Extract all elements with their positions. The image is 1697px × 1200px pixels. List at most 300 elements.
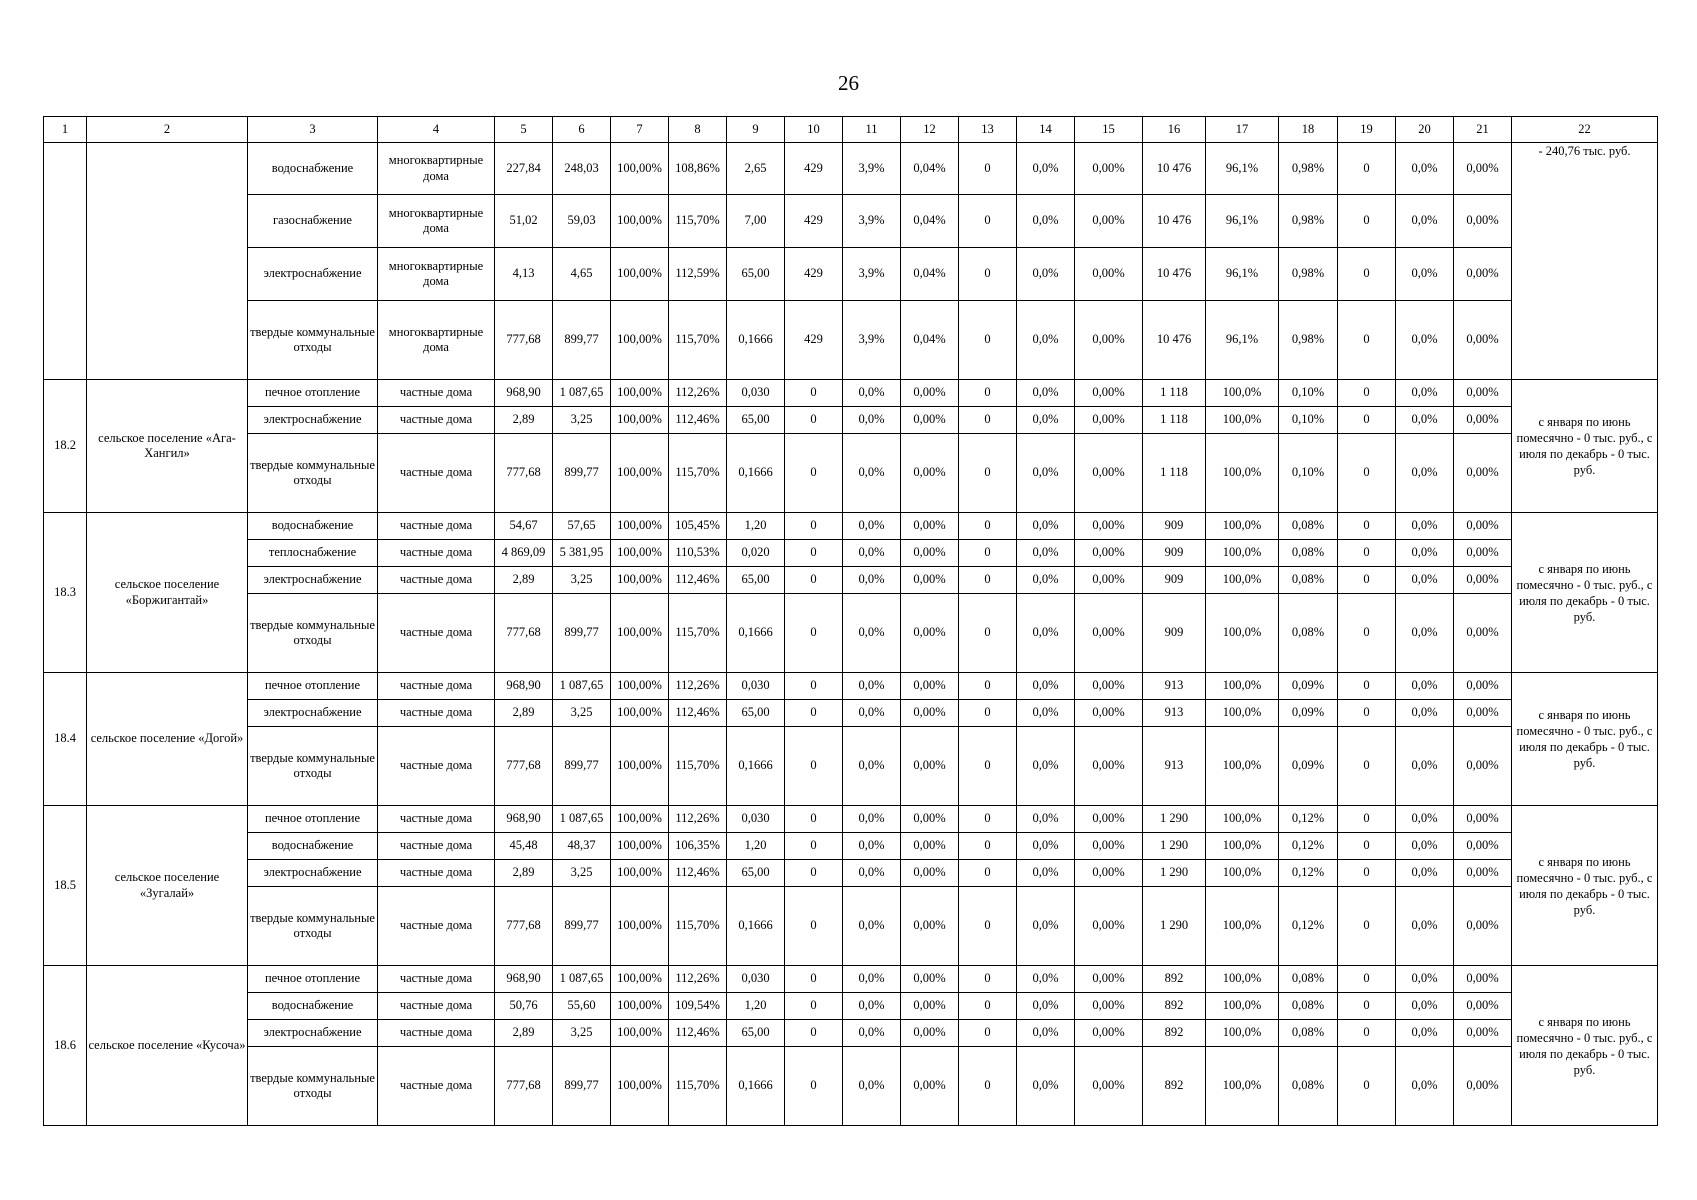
table-cell-col-5: 968,90 (495, 673, 553, 700)
tariff-table (43, 116, 1658, 1126)
table-cell-col-20: 0,0% (1396, 727, 1454, 806)
table-cell-col-9: 65,00 (727, 700, 785, 727)
table-cell-col-17: 100,0% (1206, 727, 1279, 806)
table-cell-col-9: 0,1666 (727, 434, 785, 513)
table-cell-col-17: 100,0% (1206, 540, 1279, 567)
table-cell-col-9: 0,030 (727, 673, 785, 700)
table-cell-col-5: 777,68 (495, 301, 553, 380)
table-cell-col-10: 429 (785, 248, 843, 301)
table-cell-col-15: 0,00% (1075, 700, 1143, 727)
table-cell-col-20: 0,0% (1396, 567, 1454, 594)
table-cell-col-9: 0,020 (727, 540, 785, 567)
table-cell-col-10: 0 (785, 1047, 843, 1126)
table-cell-col-19: 0 (1338, 380, 1396, 407)
table-cell-col-17: 100,0% (1206, 887, 1279, 966)
table-cell-col-16: 913 (1143, 673, 1206, 700)
table-cell-col-21: 0,00% (1454, 513, 1512, 540)
table-cell-col-3: электроснабжение (248, 407, 378, 434)
table-cell-col-10: 429 (785, 301, 843, 380)
table-cell-col-13: 0 (959, 993, 1017, 1020)
table-cell-col-16: 913 (1143, 727, 1206, 806)
table-cell-col-21: 0,00% (1454, 407, 1512, 434)
table-cell-col-16: 1 118 (1143, 434, 1206, 513)
table-cell-col-3: водоснабжение (248, 513, 378, 540)
table-cell-col-10: 0 (785, 567, 843, 594)
table-cell-col-13: 0 (959, 860, 1017, 887)
table-cell-col-4: частные дома (378, 700, 495, 727)
table-cell-col-7: 100,00% (611, 567, 669, 594)
table-cell-col-4: частные дома (378, 993, 495, 1020)
table-cell-col-8: 110,53% (669, 540, 727, 567)
table-cell-col-15: 0,00% (1075, 301, 1143, 380)
settlement-name: сельское поселение «Боржигантай» (87, 513, 248, 673)
payment-note: - 240,76 тыс. руб. (1512, 143, 1658, 380)
table-cell-col-12: 0,00% (901, 407, 959, 434)
table-row (44, 1020, 1658, 1047)
table-cell-col-5: 968,90 (495, 380, 553, 407)
table-row (44, 540, 1658, 567)
table-cell-col-5: 777,68 (495, 727, 553, 806)
table-cell-col-19: 0 (1338, 567, 1396, 594)
table-cell-col-6: 1 087,65 (553, 380, 611, 407)
table-cell-col-4: частные дома (378, 434, 495, 513)
table-cell-col-21: 0,00% (1454, 806, 1512, 833)
table-cell-col-4: частные дома (378, 594, 495, 673)
table-cell-col-7: 100,00% (611, 860, 669, 887)
header-row (44, 117, 1658, 143)
table-cell-col-9: 1,20 (727, 513, 785, 540)
column-header-6: 6 (553, 117, 611, 143)
table-cell-col-11: 0,0% (843, 993, 901, 1020)
table-cell-col-10: 0 (785, 700, 843, 727)
table-cell-col-16: 10 476 (1143, 143, 1206, 195)
table-cell-col-21: 0,00% (1454, 993, 1512, 1020)
table-row (44, 195, 1658, 248)
table-cell-col-4: частные дома (378, 806, 495, 833)
table-cell-col-7: 100,00% (611, 195, 669, 248)
table-cell-col-20: 0,0% (1396, 806, 1454, 833)
column-header-14: 14 (1017, 117, 1075, 143)
table-cell-col-21: 0,00% (1454, 727, 1512, 806)
table-cell-col-21: 0,00% (1454, 1020, 1512, 1047)
table-cell-col-14: 0,0% (1017, 1020, 1075, 1047)
table-cell-col-8: 115,70% (669, 301, 727, 380)
table-cell-col-11: 0,0% (843, 594, 901, 673)
table-cell-col-3: водоснабжение (248, 993, 378, 1020)
table-cell-col-11: 0,0% (843, 806, 901, 833)
table-cell-col-19: 0 (1338, 407, 1396, 434)
table-cell-col-11: 0,0% (843, 700, 901, 727)
table-cell-col-3: печное отопление (248, 673, 378, 700)
table-cell-col-5: 777,68 (495, 594, 553, 673)
table-cell-col-9: 0,1666 (727, 727, 785, 806)
table-cell-col-19: 0 (1338, 727, 1396, 806)
table-cell-col-7: 100,00% (611, 1020, 669, 1047)
table-cell-col-8: 106,35% (669, 833, 727, 860)
table-cell-col-17: 100,0% (1206, 567, 1279, 594)
table-cell-col-6: 1 087,65 (553, 806, 611, 833)
column-header-3: 3 (248, 117, 378, 143)
table-row (44, 567, 1658, 594)
table-cell-col-3: твердые коммунальные отходы (248, 887, 378, 966)
table-cell-col-3: водоснабжение (248, 833, 378, 860)
table-cell-col-4: частные дома (378, 887, 495, 966)
table-cell-col-20: 0,0% (1396, 143, 1454, 195)
table-cell-col-4: частные дома (378, 1047, 495, 1126)
table-cell-col-20: 0,0% (1396, 301, 1454, 380)
table-cell-col-21: 0,00% (1454, 434, 1512, 513)
table-cell-col-4: многоквартирные дома (378, 248, 495, 301)
table-cell-col-11: 3,9% (843, 143, 901, 195)
table-cell-col-12: 0,00% (901, 513, 959, 540)
table-cell-col-11: 0,0% (843, 434, 901, 513)
table-cell-col-20: 0,0% (1396, 1020, 1454, 1047)
table-cell-col-20: 0,0% (1396, 513, 1454, 540)
settlement-name: сельское поселение «Ага-Хангил» (87, 380, 248, 513)
table-cell-col-12: 0,00% (901, 700, 959, 727)
table-cell-col-6: 5 381,95 (553, 540, 611, 567)
table-cell-col-15: 0,00% (1075, 727, 1143, 806)
table-cell-col-13: 0 (959, 1047, 1017, 1126)
table-cell-col-4: частные дома (378, 727, 495, 806)
column-header-15: 15 (1075, 117, 1143, 143)
table-cell-col-11: 0,0% (843, 887, 901, 966)
table-cell-col-9: 2,65 (727, 143, 785, 195)
table-cell-col-21: 0,00% (1454, 594, 1512, 673)
table-cell-col-17: 100,0% (1206, 673, 1279, 700)
table-cell-col-8: 105,45% (669, 513, 727, 540)
table-cell-col-12: 0,00% (901, 993, 959, 1020)
table-cell-col-11: 3,9% (843, 301, 901, 380)
table-cell-col-17: 100,0% (1206, 1047, 1279, 1126)
table-cell-col-12: 0,00% (901, 887, 959, 966)
table-cell-col-17: 100,0% (1206, 407, 1279, 434)
table-cell-col-13: 0 (959, 248, 1017, 301)
table-cell-col-20: 0,0% (1396, 434, 1454, 513)
table-cell-col-7: 100,00% (611, 594, 669, 673)
table-cell-col-12: 0,04% (901, 301, 959, 380)
table-cell-col-15: 0,00% (1075, 248, 1143, 301)
column-header-18: 18 (1279, 117, 1338, 143)
table-cell-col-6: 3,25 (553, 860, 611, 887)
table-cell-col-10: 0 (785, 540, 843, 567)
table-cell-col-8: 115,70% (669, 887, 727, 966)
table-cell-col-8: 112,59% (669, 248, 727, 301)
table-cell-col-13: 0 (959, 195, 1017, 248)
table-cell-col-9: 1,20 (727, 993, 785, 1020)
table-cell-col-15: 0,00% (1075, 567, 1143, 594)
table-cell-col-16: 913 (1143, 700, 1206, 727)
table-cell-col-18: 0,08% (1279, 1047, 1338, 1126)
table-cell-col-21: 0,00% (1454, 248, 1512, 301)
table-cell-col-18: 0,98% (1279, 143, 1338, 195)
item-number: 18.4 (44, 673, 87, 806)
table-cell-col-21: 0,00% (1454, 833, 1512, 860)
table-cell-col-16: 892 (1143, 1047, 1206, 1126)
table-cell-col-16: 909 (1143, 540, 1206, 567)
table-cell-col-16: 1 290 (1143, 806, 1206, 833)
table-cell-col-17: 96,1% (1206, 195, 1279, 248)
table-cell-col-18: 0,09% (1279, 727, 1338, 806)
table-cell-col-13: 0 (959, 513, 1017, 540)
table-cell-col-19: 0 (1338, 993, 1396, 1020)
table-cell-col-6: 3,25 (553, 567, 611, 594)
table-cell-col-12: 0,04% (901, 143, 959, 195)
column-header-10: 10 (785, 117, 843, 143)
table-cell-col-14: 0,0% (1017, 540, 1075, 567)
table-cell-col-18: 0,08% (1279, 966, 1338, 993)
table-cell-col-5: 2,89 (495, 407, 553, 434)
item-number: 18.6 (44, 966, 87, 1126)
table-cell-col-16: 909 (1143, 513, 1206, 540)
table-cell-col-19: 0 (1338, 833, 1396, 860)
column-header-11: 11 (843, 117, 901, 143)
table-cell-col-16: 1 118 (1143, 380, 1206, 407)
table-cell-col-6: 3,25 (553, 407, 611, 434)
table-cell-col-5: 4,13 (495, 248, 553, 301)
table-cell-col-7: 100,00% (611, 806, 669, 833)
table-cell-col-10: 0 (785, 380, 843, 407)
table-cell-col-15: 0,00% (1075, 966, 1143, 993)
table-cell-col-10: 0 (785, 594, 843, 673)
table-cell-col-18: 0,12% (1279, 887, 1338, 966)
table-cell-col-19: 0 (1338, 1047, 1396, 1126)
table-cell-col-12: 0,04% (901, 248, 959, 301)
table-cell-col-14: 0,0% (1017, 700, 1075, 727)
table-cell-col-7: 100,00% (611, 1047, 669, 1126)
table-cell-col-21: 0,00% (1454, 143, 1512, 195)
table-cell-col-20: 0,0% (1396, 700, 1454, 727)
table-cell-col-6: 1 087,65 (553, 673, 611, 700)
table-cell-col-20: 0,0% (1396, 594, 1454, 673)
table-cell-col-3: твердые коммунальные отходы (248, 594, 378, 673)
table-row (44, 407, 1658, 434)
table-cell-col-15: 0,00% (1075, 143, 1143, 195)
table-cell-col-14: 0,0% (1017, 248, 1075, 301)
table-cell-col-3: твердые коммунальные отходы (248, 301, 378, 380)
table-cell-col-17: 100,0% (1206, 833, 1279, 860)
table-cell-col-5: 45,48 (495, 833, 553, 860)
table-cell-col-8: 112,26% (669, 966, 727, 993)
table-cell-col-3: электроснабжение (248, 860, 378, 887)
table-cell-col-4: многоквартирные дома (378, 195, 495, 248)
table-cell-col-12: 0,00% (901, 1047, 959, 1126)
table-cell-col-18: 0,12% (1279, 860, 1338, 887)
table-row (44, 1047, 1658, 1126)
table-cell-col-7: 100,00% (611, 248, 669, 301)
table-cell-col-12: 0,00% (901, 673, 959, 700)
table-cell-col-4: частные дома (378, 966, 495, 993)
table-cell-col-20: 0,0% (1396, 1047, 1454, 1126)
table-cell-col-12: 0,00% (901, 434, 959, 513)
table-cell-col-7: 100,00% (611, 833, 669, 860)
table-cell-col-19: 0 (1338, 673, 1396, 700)
table-row (44, 301, 1658, 380)
table-cell-col-13: 0 (959, 673, 1017, 700)
table-cell-col-15: 0,00% (1075, 673, 1143, 700)
table-cell-col-7: 100,00% (611, 887, 669, 966)
table-cell-col-17: 100,0% (1206, 434, 1279, 513)
payment-note: с января по июнь помесячно - 0 тыс. руб., с июля по декабрь - 0 тыс. руб. (1512, 380, 1658, 513)
table-cell-col-19: 0 (1338, 513, 1396, 540)
table-cell-col-14: 0,0% (1017, 806, 1075, 833)
table-cell-col-4: частные дома (378, 1020, 495, 1047)
table-cell-col-9: 0,1666 (727, 301, 785, 380)
table-cell-col-4: частные дома (378, 380, 495, 407)
table-cell-col-15: 0,00% (1075, 860, 1143, 887)
table-cell-col-14: 0,0% (1017, 434, 1075, 513)
table-cell-col-14: 0,0% (1017, 833, 1075, 860)
table-cell-col-19: 0 (1338, 540, 1396, 567)
table-cell-col-7: 100,00% (611, 301, 669, 380)
table-cell-col-10: 0 (785, 887, 843, 966)
table-cell-col-9: 65,00 (727, 407, 785, 434)
table-cell-col-21: 0,00% (1454, 567, 1512, 594)
table-cell-col-13: 0 (959, 407, 1017, 434)
table-cell-col-3: электроснабжение (248, 567, 378, 594)
payment-note: с января по июнь помесячно - 0 тыс. руб., с июля по декабрь - 0 тыс. руб. (1512, 806, 1658, 966)
table-cell-col-12: 0,00% (901, 540, 959, 567)
table-cell-col-20: 0,0% (1396, 966, 1454, 993)
table-cell-col-13: 0 (959, 727, 1017, 806)
table-cell-col-16: 909 (1143, 567, 1206, 594)
column-header-16: 16 (1143, 117, 1206, 143)
table-cell-col-6: 57,65 (553, 513, 611, 540)
table-cell-col-20: 0,0% (1396, 993, 1454, 1020)
table-cell-col-12: 0,00% (901, 594, 959, 673)
table-cell-col-6: 248,03 (553, 143, 611, 195)
table-cell-col-16: 909 (1143, 594, 1206, 673)
table-row (44, 993, 1658, 1020)
table-cell-col-16: 1 118 (1143, 407, 1206, 434)
item-number: 18.2 (44, 380, 87, 513)
table-cell-col-6: 899,77 (553, 1047, 611, 1126)
column-header-5: 5 (495, 117, 553, 143)
table-cell-col-17: 96,1% (1206, 248, 1279, 301)
table-body (44, 143, 1658, 1126)
table-cell-col-15: 0,00% (1075, 407, 1143, 434)
table-cell-col-17: 96,1% (1206, 301, 1279, 380)
table-cell-col-17: 100,0% (1206, 513, 1279, 540)
table-cell-col-12: 0,00% (901, 833, 959, 860)
table-cell-col-21: 0,00% (1454, 195, 1512, 248)
table-cell-col-5: 777,68 (495, 887, 553, 966)
table-cell-col-20: 0,0% (1396, 407, 1454, 434)
table-cell-col-4: частные дома (378, 540, 495, 567)
table-cell-col-13: 0 (959, 143, 1017, 195)
settlement-name: сельское поселение «Кусоча» (87, 966, 248, 1126)
table-cell-col-5: 50,76 (495, 993, 553, 1020)
table-cell-col-6: 4,65 (553, 248, 611, 301)
table-cell-col-20: 0,0% (1396, 887, 1454, 966)
table-cell-col-20: 0,0% (1396, 673, 1454, 700)
table-cell-col-3: электроснабжение (248, 1020, 378, 1047)
settlement-name: сельское поселение «Догой» (87, 673, 248, 806)
table-cell-col-19: 0 (1338, 1020, 1396, 1047)
table-cell-col-10: 0 (785, 727, 843, 806)
table-cell-col-7: 100,00% (611, 143, 669, 195)
table-row (44, 594, 1658, 673)
table-cell-col-6: 3,25 (553, 700, 611, 727)
table-cell-col-4: многоквартирные дома (378, 143, 495, 195)
table-cell-col-7: 100,00% (611, 993, 669, 1020)
table-cell-col-7: 100,00% (611, 380, 669, 407)
table-cell-col-10: 0 (785, 966, 843, 993)
table-cell-col-15: 0,00% (1075, 434, 1143, 513)
table-cell-col-11: 0,0% (843, 673, 901, 700)
table-cell-col-8: 115,70% (669, 1047, 727, 1126)
table-cell-col-5: 4 869,09 (495, 540, 553, 567)
table-cell-col-16: 892 (1143, 1020, 1206, 1047)
table-cell-col-5: 2,89 (495, 1020, 553, 1047)
table-row (44, 966, 1658, 993)
table-cell-col-13: 0 (959, 700, 1017, 727)
column-header-4: 4 (378, 117, 495, 143)
table-cell-col-15: 0,00% (1075, 380, 1143, 407)
table-cell-col-15: 0,00% (1075, 806, 1143, 833)
table-cell-col-4: частные дома (378, 567, 495, 594)
table-cell-col-5: 2,89 (495, 860, 553, 887)
table-row (44, 860, 1658, 887)
table-cell-col-7: 100,00% (611, 700, 669, 727)
column-header-17: 17 (1206, 117, 1279, 143)
column-header-9: 9 (727, 117, 785, 143)
table-cell-col-20: 0,0% (1396, 380, 1454, 407)
table-cell-col-17: 100,0% (1206, 1020, 1279, 1047)
table-cell-col-11: 3,9% (843, 248, 901, 301)
column-header-21: 21 (1454, 117, 1512, 143)
column-header-1: 1 (44, 117, 87, 143)
table-cell-col-9: 65,00 (727, 1020, 785, 1047)
table-cell-col-13: 0 (959, 806, 1017, 833)
table-cell-col-14: 0,0% (1017, 727, 1075, 806)
table-cell-col-17: 100,0% (1206, 380, 1279, 407)
table-cell-col-18: 0,98% (1279, 248, 1338, 301)
table-cell-col-10: 429 (785, 195, 843, 248)
table-cell-col-8: 115,70% (669, 195, 727, 248)
table-cell-col-21: 0,00% (1454, 301, 1512, 380)
table-cell-col-19: 0 (1338, 594, 1396, 673)
table-cell-col-17: 100,0% (1206, 594, 1279, 673)
table-cell-col-9: 0,1666 (727, 594, 785, 673)
table-cell-col-16: 1 290 (1143, 833, 1206, 860)
table-cell-col-13: 0 (959, 887, 1017, 966)
table-cell-col-3: электроснабжение (248, 248, 378, 301)
table-cell-col-18: 0,08% (1279, 993, 1338, 1020)
table-cell-col-4: частные дома (378, 833, 495, 860)
table-cell-col-13: 0 (959, 434, 1017, 513)
table-cell-col-11: 0,0% (843, 380, 901, 407)
table-row (44, 700, 1658, 727)
table-cell-col-3: печное отопление (248, 966, 378, 993)
payment-note: с января по июнь помесячно - 0 тыс. руб., с июля по декабрь - 0 тыс. руб. (1512, 966, 1658, 1126)
table-cell-col-15: 0,00% (1075, 1047, 1143, 1126)
column-header-22: 22 (1512, 117, 1658, 143)
table-cell-col-11: 0,0% (843, 860, 901, 887)
table-cell-col-18: 0,12% (1279, 833, 1338, 860)
table-cell-col-3: твердые коммунальные отходы (248, 434, 378, 513)
table-cell-col-9: 65,00 (727, 567, 785, 594)
table-cell-col-7: 100,00% (611, 727, 669, 806)
table-cell-col-7: 100,00% (611, 966, 669, 993)
table-cell-col-13: 0 (959, 540, 1017, 567)
table-cell-col-21: 0,00% (1454, 966, 1512, 993)
table-cell-col-8: 112,46% (669, 567, 727, 594)
table-cell-col-6: 1 087,65 (553, 966, 611, 993)
table-cell-col-18: 0,08% (1279, 1020, 1338, 1047)
table-cell-col-10: 0 (785, 993, 843, 1020)
table-cell-col-13: 0 (959, 301, 1017, 380)
